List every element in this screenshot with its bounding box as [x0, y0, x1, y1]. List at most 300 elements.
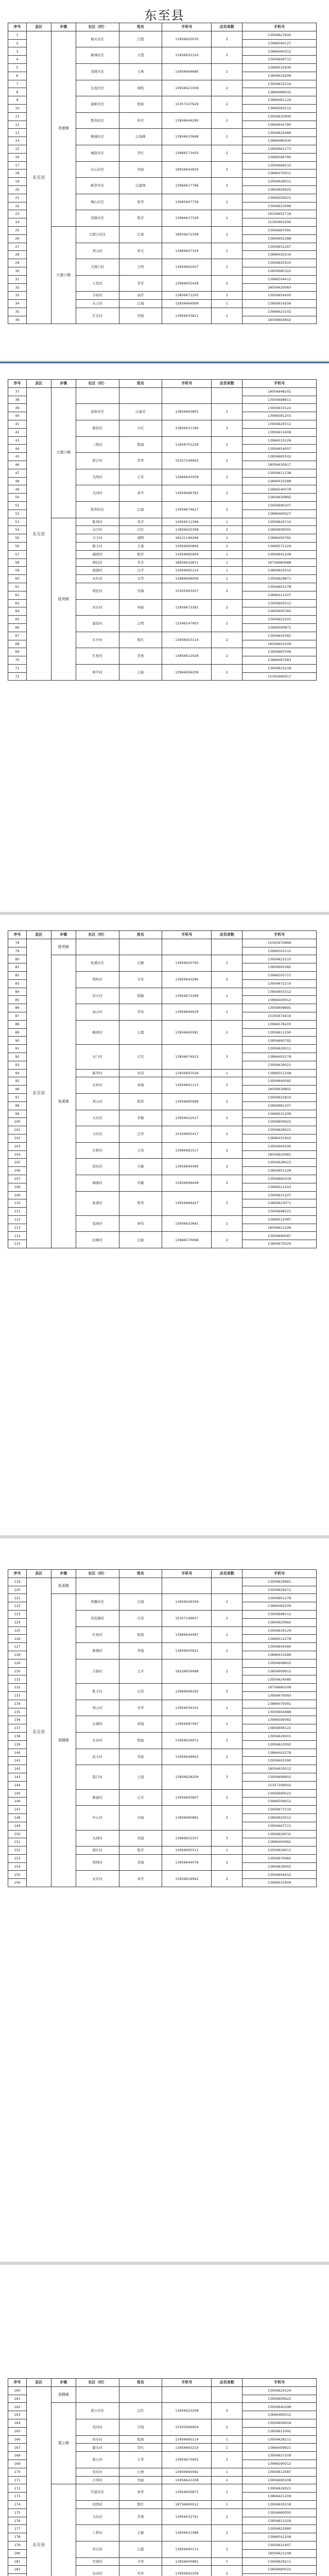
count-cell: 2	[212, 1700, 243, 1716]
county-cell: 东至县	[26, 387, 51, 681]
sub-phone-cell: 13956690209	[243, 1175, 317, 1183]
row-number: 40	[8, 412, 27, 420]
town-cell: 张溪镇	[51, 955, 76, 1248]
sub-phone-cell: 13856681207	[243, 1101, 317, 1110]
sub-phone-cell: 13956643382	[243, 632, 317, 640]
person-cell: 王明	[119, 259, 162, 276]
sub-phone-cell: 13866481129	[243, 96, 317, 105]
row-number: 111	[8, 1208, 27, 1216]
count-cell: 2	[212, 404, 243, 420]
sub-phone-cell: 13866421209	[243, 2493, 317, 2501]
sub-phone-cell: 15305663290	[243, 218, 317, 227]
sub-phone-cell: 18056602209	[243, 640, 317, 648]
village-cell: 新城社区	[76, 47, 119, 64]
phone-cell: 13956690114	[162, 2435, 212, 2444]
count-cell: 2	[212, 1594, 243, 1611]
sub-phone-cell: 13866486032	[243, 88, 317, 96]
village-cell: 桃园村	[76, 1020, 119, 1044]
village-cell: 港口村	[76, 1765, 119, 1789]
sub-phone-cell: 13956644480	[243, 1643, 317, 1651]
person-cell: 吴敏	[119, 1175, 162, 1191]
table-row	[8, 226, 317, 234]
sub-phone-cell: 13866431902	[243, 1134, 317, 1142]
sub-phone-cell: 13866470911	[243, 170, 317, 178]
village-cell: 七里村	[76, 275, 119, 292]
phone-cell: 13956687097	[162, 1716, 212, 1733]
sub-phone-cell: 15357169002	[243, 1781, 317, 1789]
village-cell: 大同村	[76, 485, 119, 502]
sub-phone-cell: 13866480930	[243, 137, 317, 145]
count-cell: 2	[212, 1806, 243, 1830]
sub-phone-cell: 18056621208	[243, 2549, 317, 2557]
person-cell: 李伟	[119, 1004, 162, 1021]
phone-cell: 13966644087	[162, 1626, 212, 1643]
person-cell: 张华	[119, 194, 162, 210]
sub-phone-cell: 13856609091	[243, 526, 317, 534]
person-cell: 汪强	[119, 1594, 162, 1611]
village-cell: 新丰村	[76, 542, 119, 550]
sub-phone-cell: 13956640298	[243, 2403, 317, 2411]
sub-phone-cell: 13966581203	[243, 412, 317, 420]
sub-phone-cell: 13956677210	[243, 1806, 317, 1814]
phone-cell: 15305666904	[162, 2419, 212, 2435]
village-cell: 花园村	[76, 1215, 119, 1232]
row-number: 108	[8, 1183, 27, 1191]
sub-phone-cell: 13966551208	[243, 1069, 317, 1077]
table-header-row	[8, 23, 317, 31]
sub-phone-cell: 18756680208	[243, 1684, 317, 1692]
count-cell: 2	[212, 112, 243, 129]
contact-table-1	[8, 23, 317, 324]
phone-cell: 18056672308	[162, 226, 212, 243]
count-cell: 2	[212, 1093, 243, 1110]
row-number: 21	[8, 194, 27, 202]
person-cell: 李军	[119, 275, 162, 292]
phone-cell	[162, 2386, 212, 2403]
count-cell: 2	[212, 420, 243, 436]
phone-cell: 13665667739	[162, 194, 212, 210]
sub-phone-cell: 13856600782	[243, 607, 317, 616]
row-number: 132	[8, 1684, 27, 1692]
count-cell	[212, 1578, 243, 1594]
village-cell: 光明村	[76, 469, 119, 485]
row-number: 18	[8, 170, 27, 178]
row-number: 102	[8, 1134, 27, 1142]
row-number: 101	[8, 1126, 27, 1134]
row-number: 174	[8, 2500, 27, 2509]
sub-phone-cell: 13956640092	[243, 1077, 317, 1086]
village-cell: 良田村	[76, 2566, 119, 2576]
sub-phone-cell: 13956623210	[243, 955, 317, 963]
village-cell: 尧渡社区	[76, 63, 119, 80]
row-number: 133	[8, 1691, 27, 1700]
person-cell: 汪勇	[119, 226, 162, 243]
phone-cell: 13349147903	[162, 616, 212, 632]
sub-phone-cell: 13966504412	[243, 275, 317, 283]
count-cell: 1	[212, 558, 243, 567]
count-cell: 2	[212, 2509, 243, 2525]
count-cell: 2	[212, 275, 243, 292]
row-number: 175	[8, 2509, 27, 2517]
row-number: 138	[8, 1732, 27, 1740]
sub-phone-cell: 13956672210	[243, 979, 317, 988]
village-cell: 青山村	[76, 1093, 119, 1110]
village-cell: 红光村	[76, 308, 119, 324]
town-cell: 张溪镇	[51, 1578, 76, 1594]
sub-phone-cell: 13956654007	[243, 445, 317, 453]
town-cell: 香隅镇	[51, 2386, 76, 2403]
row-number: 88	[8, 1020, 27, 1028]
person-cell: 汪伟	[119, 1684, 162, 1700]
row-number: 72	[8, 672, 27, 681]
sub-phone-cell: 13956698221	[243, 1208, 317, 1216]
sub-phone-cell: 13856614206	[243, 300, 317, 308]
count-cell: 2	[212, 47, 243, 64]
phone-cell: 13956620030	[162, 31, 212, 47]
village-cell: 官港社区	[76, 2484, 119, 2501]
sub-phone-cell: 13956605512	[243, 599, 317, 607]
row-number: 154	[8, 1862, 27, 1871]
sub-phone-cell: 13856611608	[243, 428, 317, 436]
count-cell: 2	[212, 1215, 243, 1232]
person-cell	[119, 387, 162, 404]
phone-cell: 13956696782	[162, 485, 212, 502]
sub-phone-cell: 13956601278	[243, 1594, 317, 1602]
village-cell: 梅溪村	[76, 1175, 119, 1191]
phone-cell: 13956600981	[162, 2557, 212, 2566]
count-cell: 2	[212, 31, 243, 47]
sub-phone-cell: 13956641208	[243, 550, 317, 558]
person-cell: 程华	[119, 1191, 162, 1215]
row-number: 85	[8, 996, 27, 1004]
phone-cell: 13956629942	[162, 1871, 212, 1887]
row-number: 12	[8, 121, 27, 129]
sub-phone-cell: 13956680091	[243, 2509, 317, 2517]
phone-cell	[162, 1578, 212, 1594]
village-cell: 黄墩社区	[76, 210, 119, 227]
person-cell: 程红	[119, 2500, 162, 2509]
header-seq: 序号	[8, 931, 27, 939]
table-row	[8, 939, 317, 947]
person-cell: 李丽	[119, 1749, 162, 1765]
sub-phone-cell: 15305674416	[243, 1012, 317, 1020]
row-number: 9	[8, 96, 27, 105]
row-number: 134	[8, 1700, 27, 1708]
town-cell: 大渡口镇	[51, 387, 76, 518]
row-number: 136	[8, 1716, 27, 1724]
village-cell: 胜利村	[76, 518, 119, 526]
phone-cell: 13956685999	[162, 1093, 212, 1110]
count-cell: 2	[212, 2452, 243, 2468]
contact-table-3	[8, 930, 317, 1248]
header-seq: 序号	[8, 380, 27, 388]
row-number: 34	[8, 300, 27, 308]
sub-phone-cell: 13856630892	[243, 494, 317, 502]
phone-cell: 13966570068	[162, 1232, 212, 1248]
village-cell: 洪方村	[76, 988, 119, 1004]
row-number: 38	[8, 396, 27, 404]
phone-cell: 13956633811	[162, 308, 212, 324]
village-cell: 长春村	[76, 1732, 119, 1749]
person-cell: 汪海燕	[119, 129, 162, 145]
table-header-row	[8, 1570, 317, 1578]
sub-phone-cell: 13966521203	[243, 1183, 317, 1191]
sub-phone-cell: 13956631267	[243, 243, 317, 251]
sub-phone-cell: 13956690087	[243, 1232, 317, 1240]
row-number: 173	[8, 2493, 27, 2501]
person-cell: 胡凯	[119, 80, 162, 96]
row-number: 87	[8, 1012, 27, 1020]
row-number: 56	[8, 542, 27, 550]
person-cell: 程勇	[119, 2435, 162, 2444]
row-number: 55	[8, 534, 27, 543]
row-number: 119	[8, 1578, 27, 1586]
person-cell: 李芳	[119, 558, 162, 567]
row-number: 10	[8, 104, 27, 112]
person-cell: 汪丽芬	[119, 404, 162, 420]
sub-phone-cell: 13856685502	[243, 453, 317, 461]
row-number: 53	[8, 518, 27, 526]
count-cell: 2	[212, 542, 243, 550]
count-cell: 2	[212, 96, 243, 113]
person-cell: 程军	[119, 550, 162, 558]
count-cell: 2	[212, 632, 243, 648]
sub-phone-cell: 13956633122	[243, 404, 317, 412]
row-number: 177	[8, 2525, 27, 2533]
phone-cell: 15356695417	[162, 1126, 212, 1143]
phone-cell: 13956699449	[162, 1175, 212, 1191]
sub-phone-cell: 13956609922	[243, 1118, 317, 1126]
row-number: 64	[8, 607, 27, 616]
row-number: 135	[8, 1708, 27, 1716]
sub-phone-cell: 13956632216	[243, 80, 317, 88]
sub-phone-cell: 13866402278	[243, 1749, 317, 1757]
phone-cell	[162, 939, 212, 955]
document-page-4	[0, 1538, 329, 2262]
row-number: 162	[8, 2403, 27, 2411]
row-number: 129	[8, 1659, 27, 1667]
person-cell: 王敏	[119, 2525, 162, 2541]
row-number: 165	[8, 2427, 27, 2435]
person-cell: 方华	[119, 2557, 162, 2566]
person-cell: 汪建国	[119, 178, 162, 194]
phone-cell: 13966617328	[162, 210, 212, 227]
sub-phone-cell: 13866410288	[243, 477, 317, 485]
count-cell: 3	[212, 2403, 243, 2419]
phone-cell: 18756680012	[162, 2500, 212, 2509]
row-number: 47	[8, 469, 27, 477]
sub-phone-cell: 13956624080	[243, 1675, 317, 1684]
village-cell: 白沙村	[76, 526, 119, 534]
row-number: 91	[8, 1045, 27, 1053]
row-number: 2	[8, 39, 27, 47]
village-cell: 西岭村	[76, 971, 119, 988]
person-cell: 程敏	[119, 988, 162, 1004]
row-number: 35	[8, 308, 27, 316]
row-number: 36	[8, 316, 27, 324]
count-cell: 2	[212, 2484, 243, 2501]
village-cell: 新建村	[76, 1789, 119, 1806]
village-cell: 源头村	[76, 2444, 119, 2452]
person-cell: 方慧	[119, 47, 162, 64]
person-cell: 程强	[119, 1626, 162, 1643]
phone-cell: 13956620308	[162, 526, 212, 534]
count-cell: 2	[212, 1004, 243, 1021]
phone-cell: 13956690112	[162, 2541, 212, 2557]
sub-phone-cell: 13956622201	[243, 616, 317, 624]
sub-phone-cell: 13866482209	[243, 1602, 317, 1611]
sub-phone-cell: 13866490312	[243, 47, 317, 56]
table-header-row	[8, 931, 317, 939]
table-row	[8, 2403, 317, 2411]
header-sub-phone: 手机号	[243, 931, 317, 939]
sub-phone-cell: 13856612092	[243, 2427, 317, 2435]
row-number: 161	[8, 2395, 27, 2403]
village-cell: 东山社区	[76, 161, 119, 178]
person-cell: 方红	[119, 420, 162, 436]
header-team: 店员单数	[212, 23, 243, 31]
count-cell: 2	[212, 955, 243, 972]
phone-cell: 13956644478	[162, 1854, 212, 1871]
village-cell: 葛公社区	[76, 2403, 119, 2419]
person-cell: 吴军	[119, 2566, 162, 2576]
row-number: 57	[8, 550, 27, 558]
person-cell: 章平	[119, 485, 162, 502]
phone-cell: 13956664680	[162, 63, 212, 80]
header-village-group: 社区（村）	[76, 2379, 119, 2387]
phone-cell: 13956673381	[162, 599, 212, 616]
row-number: 123	[8, 1610, 27, 1618]
count-cell: 2	[212, 1175, 243, 1191]
count-cell: 3	[212, 1765, 243, 1789]
sub-phone-cell: 18056693802	[243, 316, 317, 324]
phone-cell: 13956600921	[162, 1643, 212, 1659]
village-cell: 东流社区	[76, 80, 119, 96]
person-cell: 何芳	[119, 112, 162, 129]
count-cell: 2	[212, 501, 243, 518]
count-cell	[212, 2386, 243, 2403]
row-number: 16	[8, 153, 27, 161]
count-cell: 2	[212, 226, 243, 243]
village-cell: 新城村	[76, 1643, 119, 1659]
sub-phone-cell: 13966623102	[243, 308, 317, 316]
phone-cell: 13966617786	[162, 178, 212, 194]
row-number: 5	[8, 63, 27, 72]
sub-phone-cell: 13856656920	[243, 185, 317, 194]
phone-cell: 13956620790	[162, 955, 212, 972]
sub-phone-cell: 13956608891	[243, 1004, 317, 1012]
header-person: 姓名	[119, 931, 162, 939]
sub-phone-cell: 13966510229	[243, 436, 317, 445]
village-cell: 马坑村	[76, 2509, 119, 2525]
row-number: 125	[8, 1626, 27, 1635]
row-number: 110	[8, 1199, 27, 1208]
phone-cell: 13956674617	[162, 501, 212, 518]
count-cell: 2	[212, 2525, 243, 2541]
header-sub-phone: 手机号	[243, 2379, 317, 2387]
count-cell: 2	[212, 1732, 243, 1749]
count-cell: 2	[212, 1749, 243, 1765]
sub-phone-cell: 13856691082	[243, 963, 317, 972]
phone-cell: 13956692209	[162, 2566, 212, 2576]
village-cell: 双河村	[76, 2419, 119, 2435]
town-cell	[51, 2484, 76, 2576]
phone-cell: 13956653114	[162, 632, 212, 648]
sub-phone-cell: 13956698112	[243, 1610, 317, 1618]
person-cell: 吴海	[119, 583, 162, 599]
count-cell: 2	[212, 1659, 243, 1683]
row-number: 13	[8, 129, 27, 137]
village-cell: 大渡口村	[76, 259, 119, 276]
row-number: 51	[8, 501, 27, 510]
row-number: 115	[8, 1240, 27, 1248]
village-cell: 利民村	[76, 583, 119, 599]
sub-phone-cell: 13856642780	[243, 121, 317, 129]
village-cell	[76, 387, 119, 404]
phone-cell: 15357169902	[162, 453, 212, 469]
header-team: 店员单数	[212, 2379, 243, 2387]
row-number: 48	[8, 477, 27, 485]
header-sub-phone: 手机号	[243, 23, 317, 31]
sub-phone-cell: 13956623088	[243, 202, 317, 210]
count-cell: 2	[212, 1643, 243, 1659]
sub-phone-cell: 13956601278	[243, 583, 317, 591]
row-number: 103	[8, 1142, 27, 1150]
row-number: 148	[8, 1814, 27, 1822]
row-number: 28	[8, 251, 27, 259]
sub-phone-cell: 13956609918	[243, 2419, 317, 2427]
row-number: 65	[8, 616, 27, 624]
sub-phone-cell: 13956627600	[243, 31, 317, 39]
village-cell: 团洲村	[76, 1854, 119, 1871]
row-number: 25	[8, 226, 27, 234]
row-number: 169	[8, 2460, 27, 2468]
header-team: 店员单数	[212, 380, 243, 388]
phone-cell: 13956511399	[162, 518, 212, 526]
phone-cell: 13956626972	[162, 1732, 212, 1749]
village-cell: 东湖村	[76, 1716, 119, 1733]
header-sub-phone: 手机号	[243, 1570, 317, 1578]
row-number: 4	[8, 56, 27, 64]
person-cell: 汪建	[119, 501, 162, 518]
row-number: 59	[8, 567, 27, 575]
count-cell: 2	[212, 1077, 243, 1094]
village-cell: 老街社区	[76, 404, 119, 420]
row-number: 176	[8, 2517, 27, 2525]
sub-phone-cell: 13956625910	[243, 259, 317, 267]
count-cell: 3	[212, 1830, 243, 1846]
person-cell: 吴丽	[119, 161, 162, 178]
village-cell: 胜利社区	[76, 112, 119, 129]
row-number: 89	[8, 1028, 27, 1037]
sub-phone-cell: 13956604412	[243, 1871, 317, 1879]
header-phone: 手机号	[162, 23, 212, 31]
header-person: 姓名	[119, 2379, 162, 2387]
sub-phone-cell: 15305670868	[243, 939, 317, 947]
table-row	[8, 1578, 317, 1586]
header-village-group: 社区（村）	[76, 1570, 119, 1578]
sub-phone-cell: 13856601228	[243, 1167, 317, 1175]
row-number: 130	[8, 1667, 27, 1675]
row-number: 84	[8, 988, 27, 996]
village-cell: 红星村	[76, 1626, 119, 1643]
person-cell: 章华	[119, 2484, 162, 2501]
phone-cell: 13966647329	[162, 243, 212, 259]
phone-cell: 13956675903	[162, 2452, 212, 2468]
village-cell: 大渡口社区	[76, 226, 119, 243]
sub-phone-cell: 13966541208	[243, 2533, 317, 2541]
count-cell: 2	[212, 1232, 243, 1248]
